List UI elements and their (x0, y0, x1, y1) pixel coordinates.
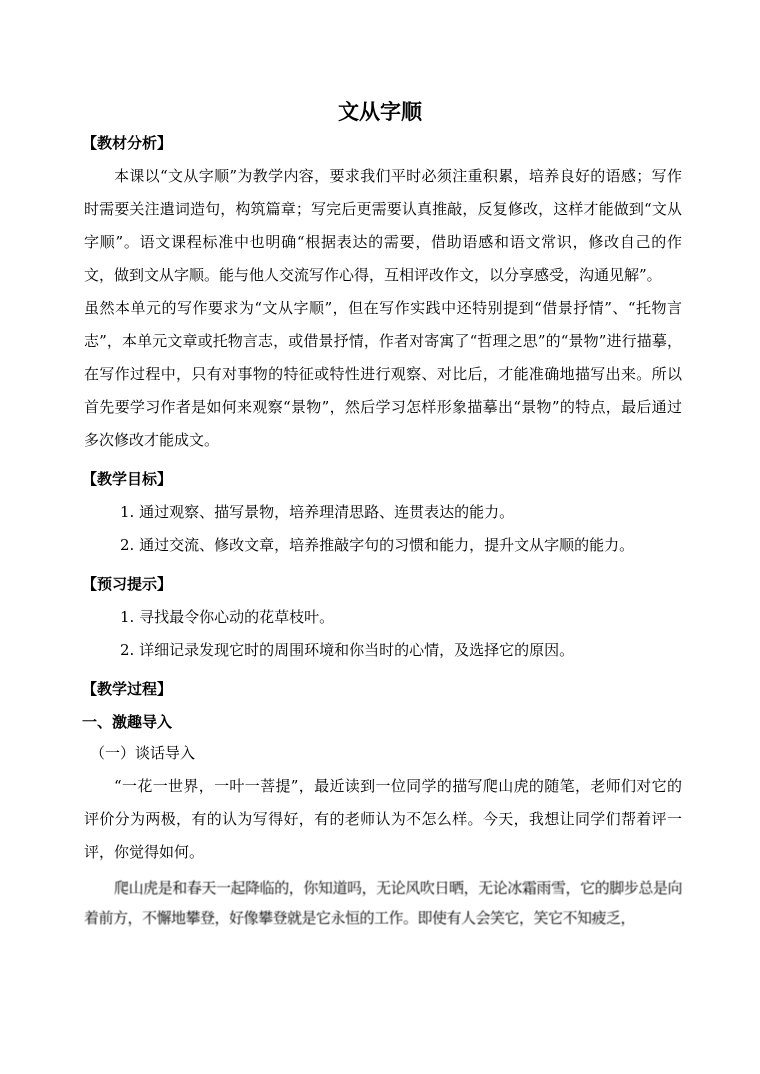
goal-item-1: 1. 通过观察、描写景物，培养理清思路、连贯表达的能力。 (120, 503, 515, 521)
section-heading-preview: 【预习提示】 (82, 575, 173, 593)
document-title: 文从字顺 (338, 100, 422, 124)
section-heading-analysis: 【教材分析】 (82, 134, 173, 152)
preview-item-2: 2. 详细记录发现它时的周围环境和你当时的心情，及选择它的原因。 (120, 641, 575, 659)
process-paragraph-1: “一花一世界，一叶一菩提”，最近读到一位同学的描写爬山虎的随笔，老师们对它的评价分为两极，有的认为写得好，有的老师认为不怎么样。今天，我想让同学们帮着评一评，你觉得如何。 (84, 777, 682, 861)
goal-item-2: 2. 通过交流、修改文章，培养推敲字句的习惯和能力，提升文从字顺的能力。 (120, 536, 635, 554)
document-body (84, 133, 682, 933)
process-sub-1: （一）谈话导入 (90, 744, 196, 762)
process-paragraph-2: 爬山虎是和春天一起降临的，你知道吗，无论风吹日晒，无论冰霜雨雪，它的脚步总是向着前方，不懈地攀登，好像攀登就是它永恒的工作。即使有人会笑它，笑它不知疲乏， (84, 879, 682, 927)
analysis-paragraph-2: 虽然本单元的写作要求为“文从字顺”，但在写作实践中还特别提到“借景抒情”、“托物言志”，本单元文章或托物言志，或借景抒情，作者对寄寓了“哲理之思”的“景物”进行描摹，在写作过程中，只有对事物的特征或特性进行观察、对比后，才能准确地描写出来。所以首先要学习作者是如何来观察“景物”，然后学习怎样形象描摹出“景物”的特点，最后通过多次修改才能成文。 (84, 299, 682, 449)
section-heading-process: 【教学过程】 (82, 680, 173, 698)
preview-item-1: 1. 寻找最令你心动的花草枝叶。 (120, 608, 335, 626)
process-part-1: 一、激趣导入 (82, 713, 173, 731)
section-heading-goals: 【教学目标】 (82, 470, 173, 488)
analysis-paragraph-1: 本课以“文从字顺”为教学内容，要求我们平时必须注重积累，培养良好的语感；写作时需要关注遣词造句，构筑篇章；写完后更需要认真推敲，反复修改，这样才能做到“文从字顺”。语文课程标准中也明确“根据表达的需要，借助语感和语文常识，修改自己的作文，做到文从字顺。能与他人交流写作心得，互相评改作文，以分享感受，沟通见解”。 (84, 167, 682, 284)
